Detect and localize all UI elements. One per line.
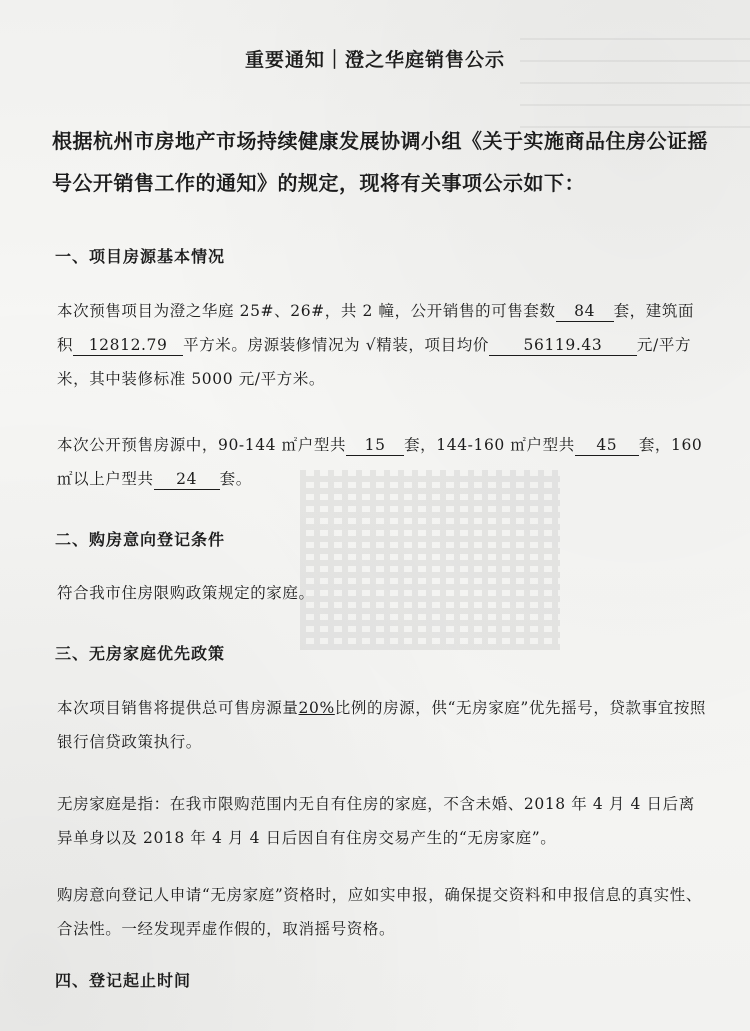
section-1-paragraph-2 — [57, 428, 707, 496]
show-through-qr-code — [300, 470, 560, 650]
units-90-144: 15 — [346, 435, 404, 456]
section-2-heading: 二、购房意向登记条件 — [55, 530, 226, 549]
section-3-paragraph-1 — [57, 691, 707, 759]
show-through-text — [520, 18, 750, 128]
units-144-160: 45 — [575, 435, 639, 456]
section-2-paragraph-1: 符合我市住房限购政策规定的家庭。 — [57, 584, 315, 602]
average-price: 56119.43 — [489, 335, 637, 356]
text-segment: 本次公开预售房源中，90-144 ㎡户型共 — [57, 436, 347, 454]
text-segment: 比例的房源，供“无房家庭”优先摇号，贷款事宜按照银行信贷政策执行。 — [57, 699, 707, 751]
section-1-paragraph-1 — [57, 294, 707, 396]
text-segment: 本次项目销售将提供总可售房源量 — [57, 699, 299, 717]
text-segment: 套，建筑面积 — [57, 302, 695, 354]
section-3-heading: 三、无房家庭优先政策 — [55, 644, 226, 663]
section-3-paragraph-2: 无房家庭是指：在我市限购范围内无自有住房的家庭，不含未婚、2018 年 4 月 4 日后离异单身以及 2018 年 4 月 4 日后因自有住房交易产生的“无房家庭”。 — [57, 795, 695, 847]
section-1-heading: 一、项目房源基本情况 — [55, 247, 226, 266]
floor-area: 12812.79 — [73, 335, 183, 356]
units-160-plus: 24 — [154, 469, 220, 490]
text-segment: 元/平方米，其中装修标准 5000 元/平方米。 — [57, 336, 692, 388]
page-title: 重要通知｜澄之华庭销售公示 — [244, 49, 505, 71]
text-segment: 本次预售项目为澄之华庭 25#、26#，共 2 幢，公开销售的可售套数 — [57, 302, 556, 320]
section-4-heading: 四、登记起止时间 — [55, 971, 192, 990]
text-segment: 套，160 ㎡以上户型共 — [57, 436, 703, 488]
text-segment: 套，144-160 ㎡户型共 — [404, 436, 575, 454]
text-segment: 平方米。房源装修情况为 √精装，项目均价 — [183, 336, 489, 354]
text-segment: 套。 — [219, 470, 252, 488]
intro-paragraph: 根据杭州市房地产市场持续健康发展协调小组《关于实施商品住房公证摇号公开销售工作的通知》的规定，现将有关事项公示如下： — [52, 129, 708, 195]
units-count: 84 — [556, 301, 614, 322]
section-3-paragraph-3: 购房意向登记人申请“无房家庭”资格时，应如实申报，确保提交资料和申报信息的真实性、合法性。一经发现弄虚作假的，取消摇号资格。 — [57, 886, 702, 938]
priority-percentage: 20% — [298, 699, 335, 717]
